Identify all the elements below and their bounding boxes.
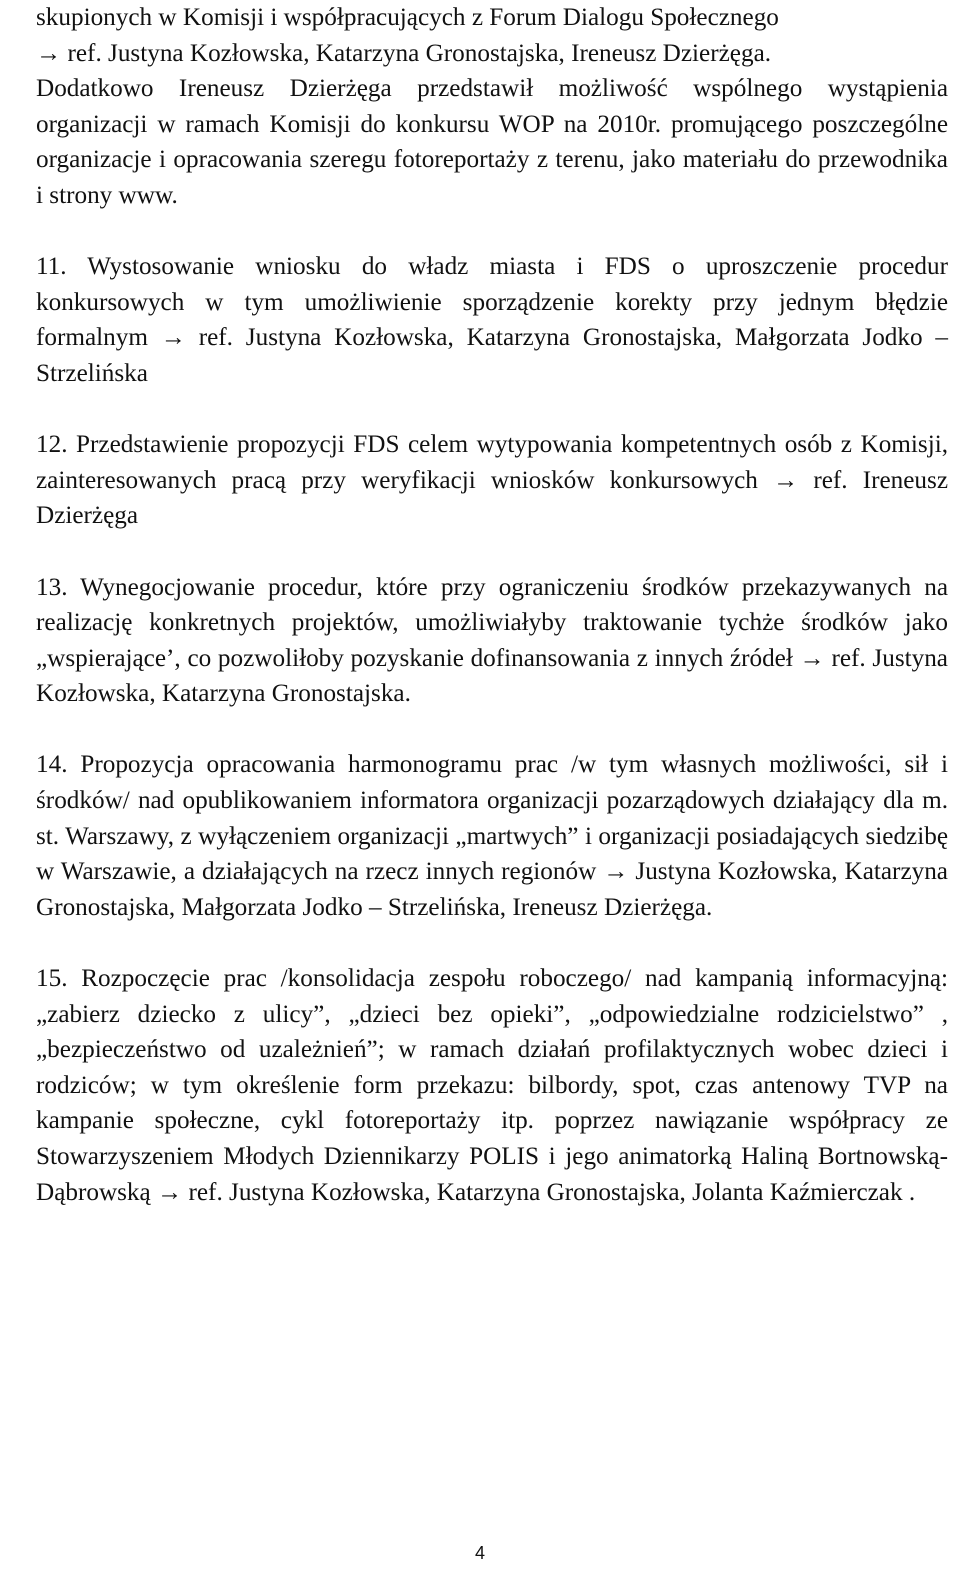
document-page	[36, 0, 948, 1210]
list-item-11	[36, 249, 948, 391]
paragraph-gap	[36, 534, 948, 570]
list-item-14	[36, 747, 948, 925]
list-item-number: 12.	[36, 431, 68, 459]
list-item-number: 14.	[36, 751, 68, 779]
list-item-text: Wystosowanie wniosku do władz miasta i FDS o uproszczenie procedur konkursowych w tym umożliwienie sporządzenie korekty przy jednym błędzie formalnym → ref. Justyna Kozłowska, Katarzyna Gronostajska, Małgorzata Jodko – Strzelińska	[36, 253, 948, 387]
list-item-number: 13.	[36, 573, 68, 601]
list-item-text: Przedstawienie propozycji FDS celem wytypowania kompetentnych osób z Komisji, zainteresowanych pracą przy weryfikacji wniosków konkursowych → ref. Ireneusz Dzierżęga	[36, 431, 948, 530]
list-item-12	[36, 427, 948, 534]
intro-paragraph: Dodatkowo Ireneusz Dzierżęga przedstawił możliwość wspólnego wystąpienia organizacji w ramach Komisji do konkursu WOP na 2010r. promującego poszczególne organizacje i opracowania szeregu fotoreportaży z terenu, jako materiału do przewodnika i strony www.	[36, 75, 948, 209]
list-item-number: 11.	[36, 253, 67, 281]
intro-line-1: skupionych w Komisji i współpracujących z Forum Dialogu Społecznego	[36, 4, 779, 31]
paragraph-gap	[36, 392, 948, 428]
list-item-number: 15.	[36, 965, 68, 993]
page-number: 4	[474, 1543, 485, 1563]
list-item-text: Propozycja opracowania harmonogramu prac /w tym własnych możliwości, sił i środków/ nad opublikowaniem informatora organizacji pozarządowych działający dla m. st. Warszawy, z wyłączeniem organizacji „martwych” i organizacji posiadających siedzibę w Warszawie, a działających na rzecz innych regionów → Justyna Kozłowska, Katarzyna Gronostajska, Małgorzata Jodko – Strzelińska, Ireneusz Dzierżęga.	[36, 751, 948, 921]
intro-line-2: → ref. Justyna Kozłowska, Katarzyna Gronostajska, Ireneusz Dzierżęga.	[36, 39, 772, 67]
paragraph-gap	[36, 712, 948, 748]
list-item-13	[36, 570, 948, 712]
list-item-15	[36, 961, 948, 1210]
list-item-text: Wynegocjowanie procedur, które przy ograniczeniu środków przekazywanych na realizację konkretnych projektów, umożliwiałyby traktowanie tychże środków jako „wspierające’, co pozwoliłoby pozyskanie dofinansowania z innych źródeł → ref. Justyna Kozłowska, Katarzyna Gronostajska.	[36, 573, 948, 708]
paragraph-gap	[36, 214, 948, 250]
list-item-text: Rozpoczęcie prac /konsolidacja zespołu roboczego/ nad kampanią informacyjną: „zabierz dziecko z ulicy”, „dzieci bez opieki”, „odpowiedzialne rodzicielstwo” , „bezpieczeństwo od uzależnień”; w ramach działań profilaktycznych wobec dzieci i rodziców; w tym określenie form przekazu: bilbordy, spot, czas antenowy TVP na kampanie społeczne, cykl fotoreportaży itp. poprzez nawiązanie współpracy ze Stowarzyszeniem Młodych Dziennikarzy POLIS i jego animatorką Haliną Bortnowską-Dąbrowską → ref. Justyna Kozłowska, Katarzyna Gronostajska, Jolanta Kaźmierczak .	[36, 965, 948, 1206]
paragraph-gap	[36, 925, 948, 961]
